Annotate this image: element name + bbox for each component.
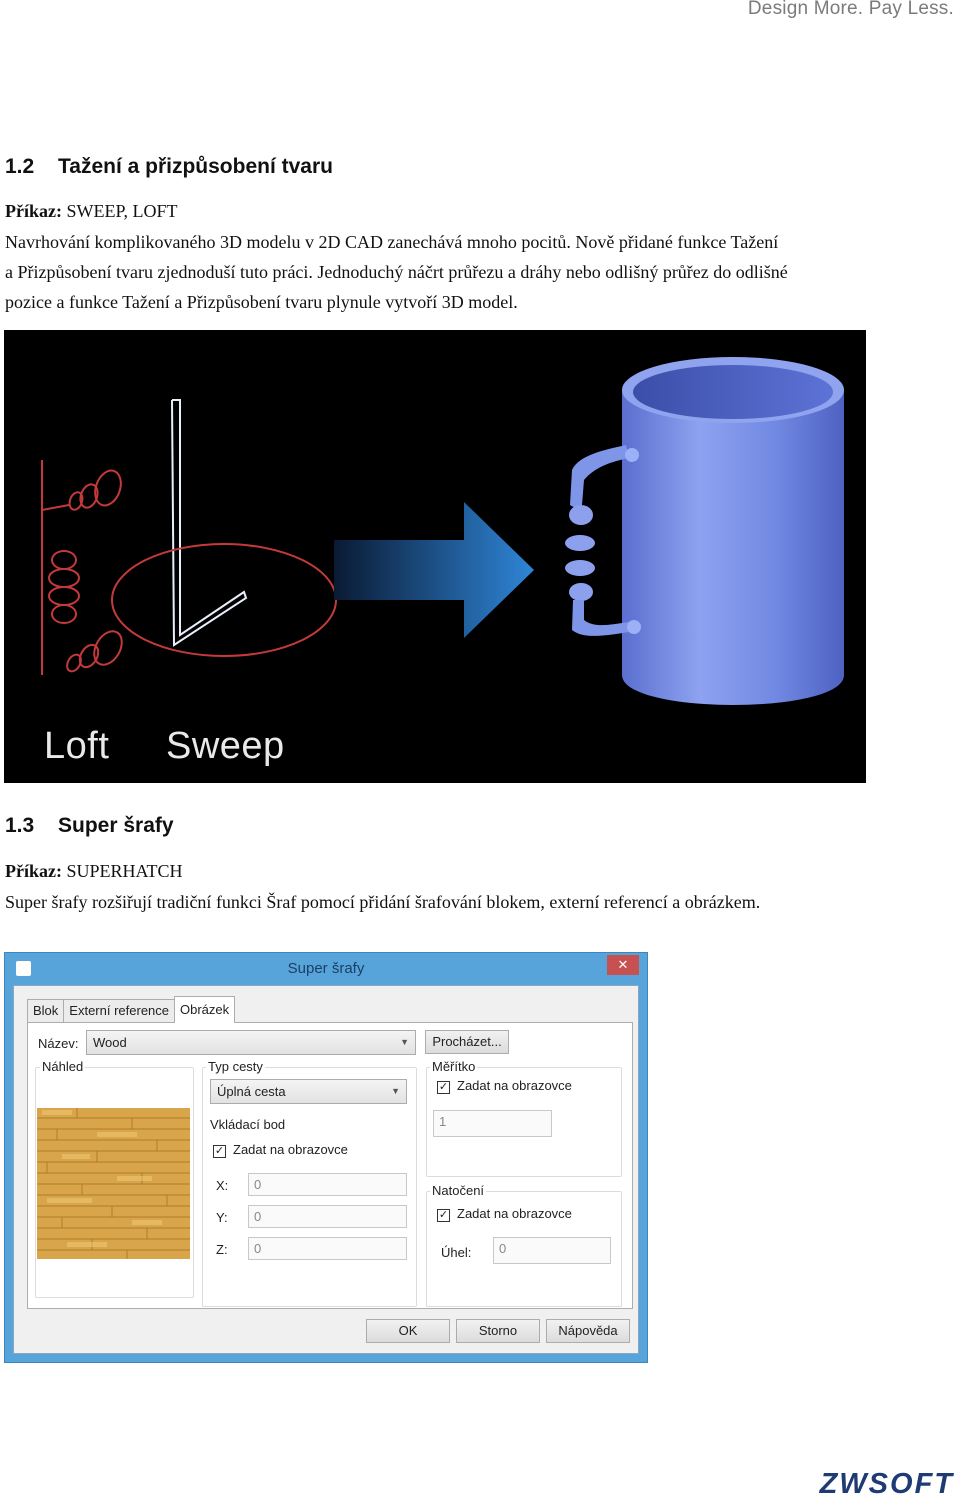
tab-image[interactable]: Obrázek: [174, 996, 235, 1023]
scale-checkbox-label: Zadat na obrazovce: [457, 1078, 572, 1093]
tab-block[interactable]: Blok: [27, 999, 64, 1022]
loft-sweep-illustration: [4, 330, 866, 783]
x-input[interactable]: 0: [248, 1173, 407, 1196]
dialog-title: Super šrafy: [287, 960, 365, 977]
section-number: 1.3: [5, 814, 35, 837]
zwsoft-logo: ZWSOFT: [819, 1468, 954, 1500]
browse-button[interactable]: Procházet...: [425, 1030, 509, 1054]
section-number: 1.2: [5, 155, 35, 178]
sweep-label: Sweep: [166, 725, 285, 767]
loft-sweep-figure: [4, 330, 866, 783]
dialog-titlebar: [5, 953, 647, 984]
tab-external-reference[interactable]: Externí reference: [63, 999, 175, 1022]
section-1-2-paragraph: [5, 227, 890, 317]
section-title: Super šrafy: [58, 814, 174, 837]
scale-checkbox[interactable]: ✓: [438, 1081, 449, 1093]
name-select-value: Wood: [93, 1035, 127, 1050]
preview-label: Náhled: [42, 1059, 84, 1074]
path-type-label: Typ cesty: [208, 1059, 263, 1074]
angle-label: Úhel:: [441, 1245, 472, 1260]
command-label: Příkaz:: [5, 201, 62, 221]
z-label: Z:: [216, 1242, 228, 1257]
insertion-point-checkbox-label: Zadat na obrazovce: [233, 1142, 348, 1157]
command-label: Příkaz:: [5, 861, 62, 881]
name-label: Název:: [38, 1036, 79, 1051]
command-line: [5, 861, 183, 882]
section-1-3-heading: [5, 814, 174, 838]
wood-preview-image: [37, 1108, 190, 1259]
rotation-checkbox-label: Zadat na obrazovce: [457, 1206, 572, 1221]
scale-input[interactable]: 1: [433, 1110, 552, 1137]
paragraph-line: Navrhování komplikovaného 3D modelu v 2D CAD zanechává mnoho pocitů. Nově přidané funkce Tažení: [5, 232, 779, 252]
command-value: SUPERHATCH: [66, 861, 183, 881]
superhatch-dialog: [4, 952, 648, 1363]
image-tab-panel: [27, 1022, 633, 1309]
section-title: Tažení a přizpůsobení tvaru: [58, 155, 333, 178]
path-type-value: Úplná cesta: [217, 1084, 286, 1099]
cancel-button[interactable]: Storno: [456, 1319, 540, 1343]
header-tagline: Design More. Pay Less.: [747, 0, 954, 19]
chevron-down-icon: ▼: [400, 1037, 409, 1047]
command-line: [5, 201, 178, 222]
sweep-profile-circle: [112, 544, 336, 656]
command-value: SWEEP, LOFT: [66, 201, 178, 221]
path-type-select[interactable]: [210, 1079, 407, 1104]
section-1-2-heading: [5, 155, 333, 179]
x-label: X:: [216, 1178, 229, 1193]
insertion-point-label: Vkládací bod: [210, 1117, 286, 1132]
scale-label: Měřítko: [432, 1059, 476, 1074]
transform-arrow: [334, 502, 534, 638]
mug-model: [565, 357, 844, 705]
sweep-path: [172, 400, 246, 645]
paragraph-line: pozice a funkce Tažení a Přizpůsobení tvaru plynule vytvoří 3D model.: [5, 292, 518, 312]
rotation-checkbox[interactable]: ✓: [438, 1209, 449, 1221]
loft-sketch: [42, 460, 127, 675]
paragraph-line: Super šrafy rozšiřují tradiční funkci Šraf pomocí přidání šrafování blokem, externí referencí a obrázkem.: [5, 892, 761, 912]
y-input[interactable]: 0: [248, 1205, 407, 1228]
loft-label: Loft: [44, 725, 110, 767]
rotation-label: Natočení: [432, 1183, 485, 1198]
name-select[interactable]: [86, 1030, 416, 1055]
ok-button[interactable]: OK: [366, 1319, 450, 1343]
close-icon[interactable]: ✕: [607, 955, 639, 975]
tab-strip: [27, 996, 234, 1022]
chevron-down-icon: ▼: [391, 1086, 400, 1096]
y-label: Y:: [216, 1210, 228, 1225]
angle-input[interactable]: 0: [493, 1237, 611, 1264]
z-input[interactable]: 0: [248, 1237, 407, 1260]
dialog-client: [13, 985, 639, 1354]
help-button[interactable]: Nápověda: [546, 1319, 630, 1343]
insertion-point-checkbox[interactable]: ✓: [214, 1145, 225, 1157]
paragraph-line: a Přizpůsobení tvaru zjednoduší tuto práci. Jednoduchý náčrt průřezu a dráhy nebo odlišný průřez do odlišné: [5, 262, 788, 282]
section-1-3-paragraph: [5, 887, 905, 917]
